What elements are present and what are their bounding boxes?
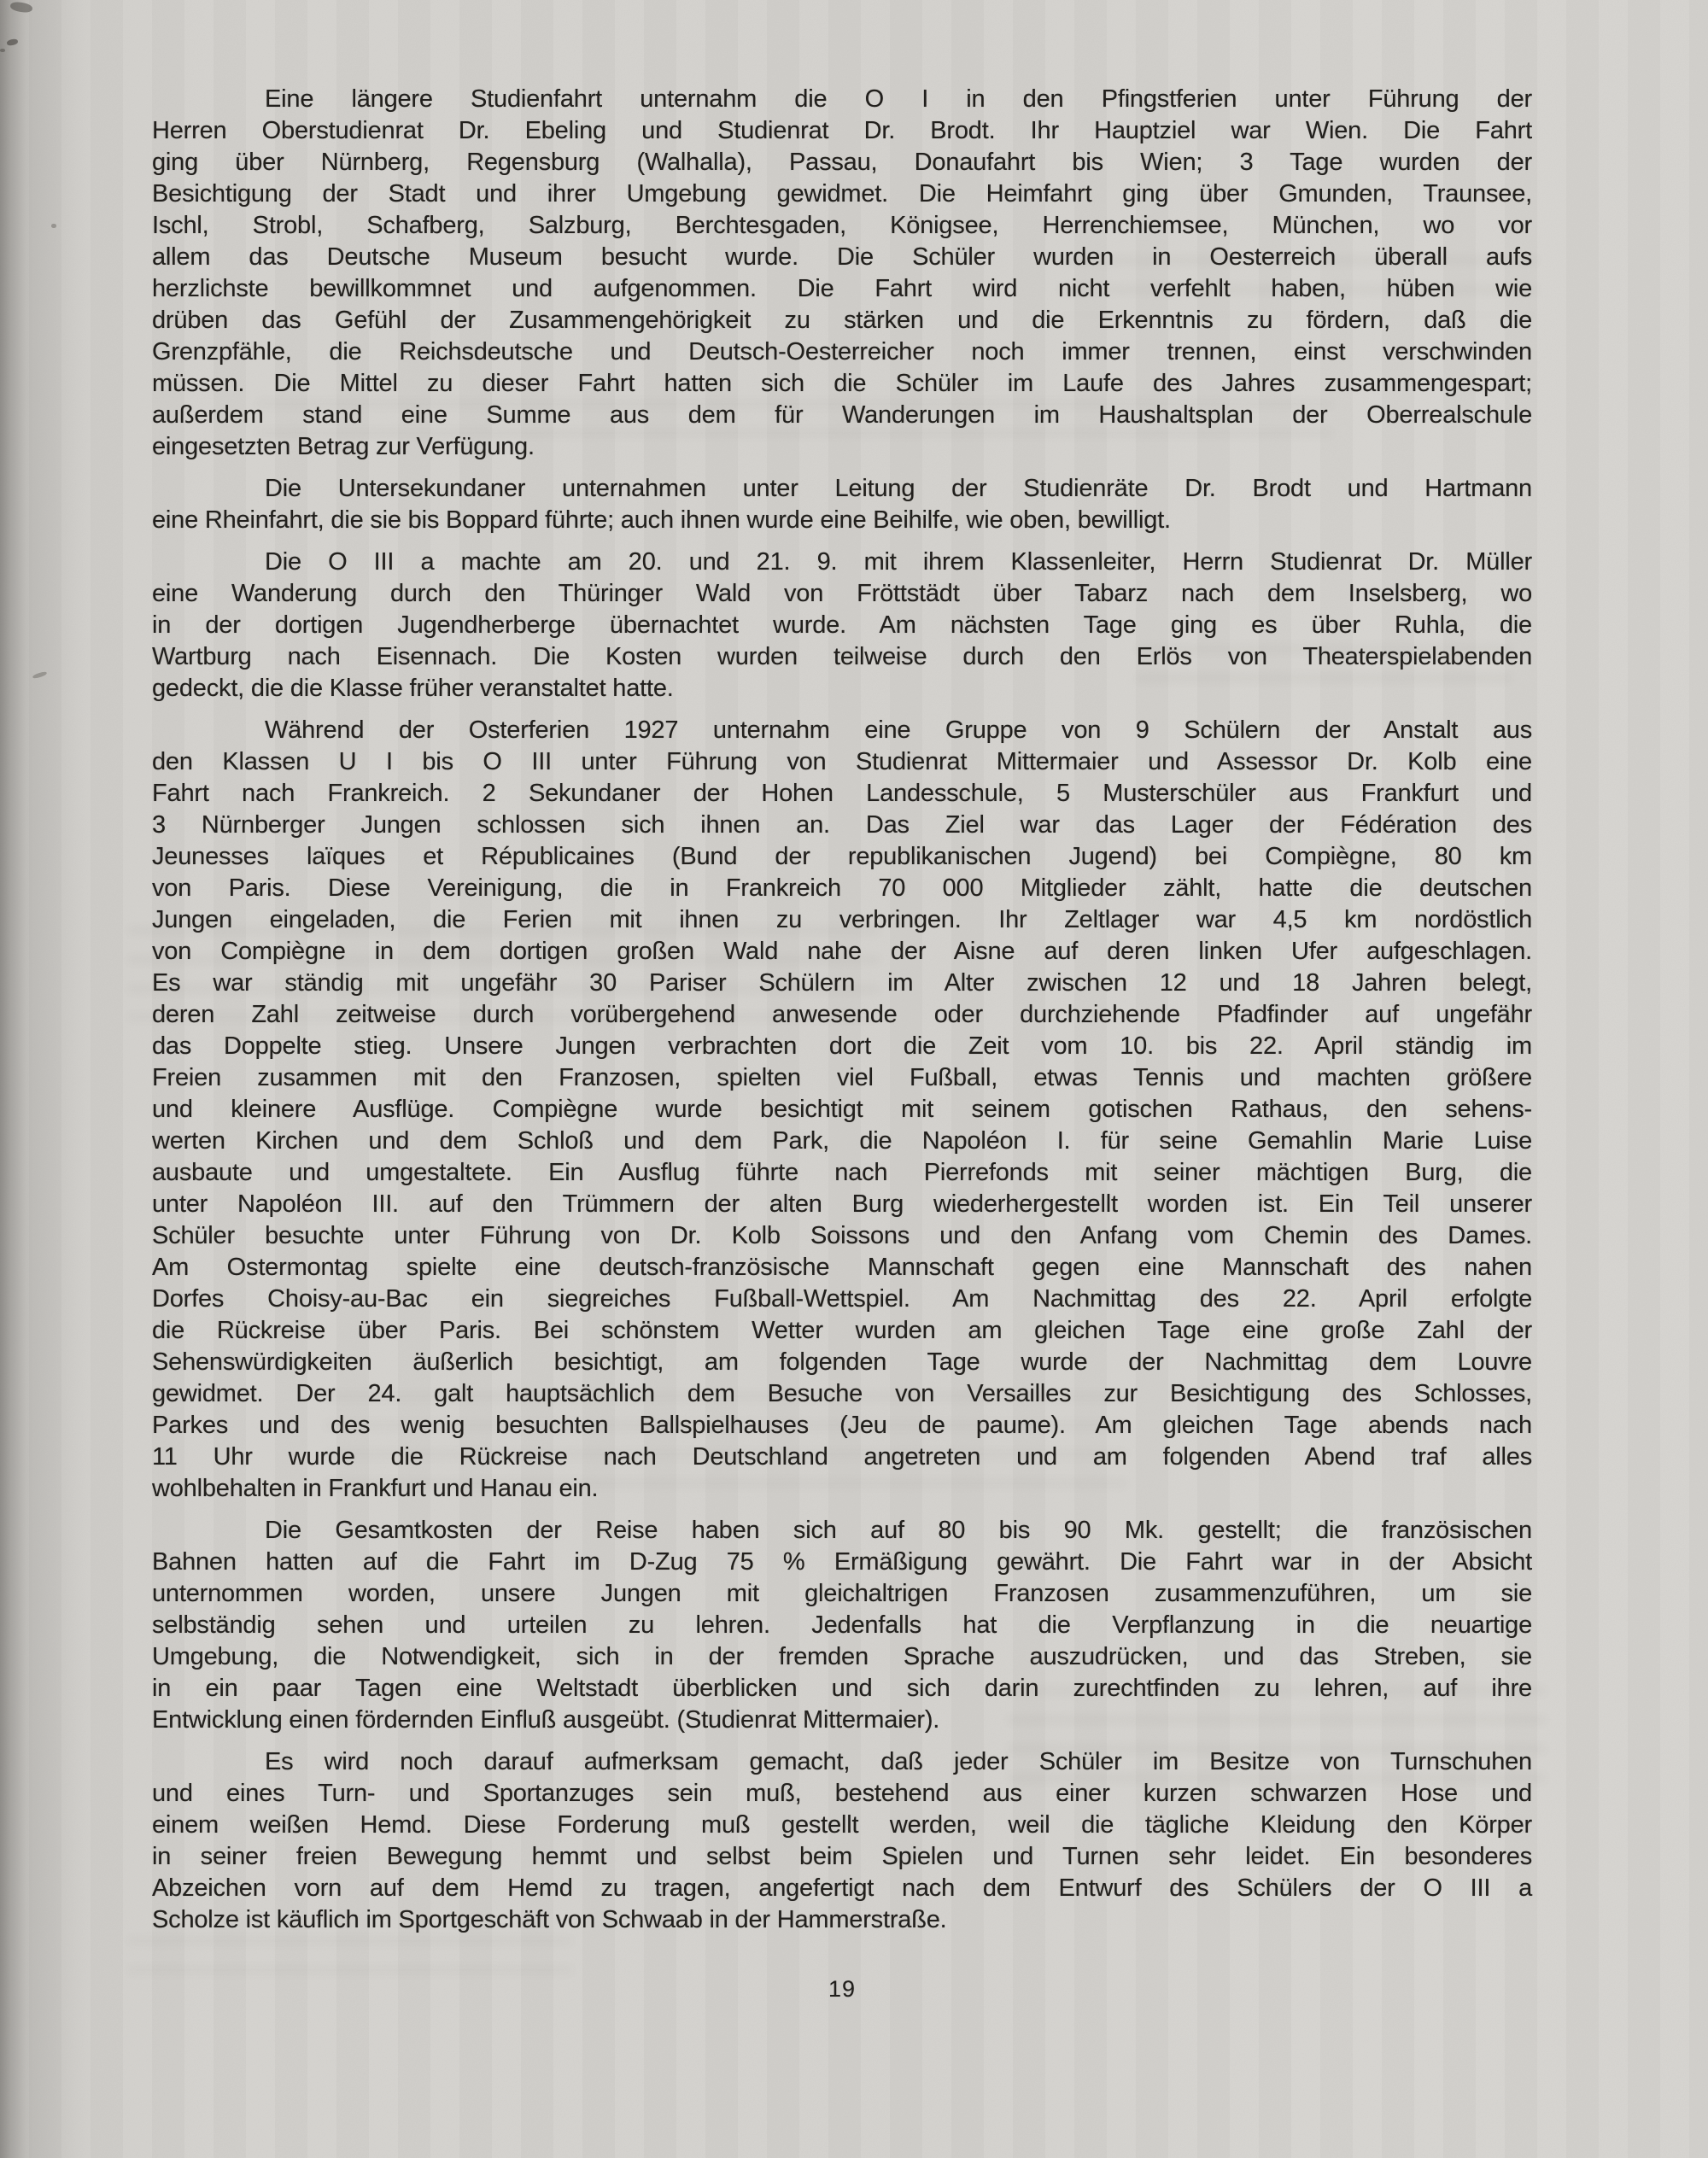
text-line: Die Gesamtkosten der Reise haben sich auf 80 bis 90 Mk. gestellt; die französischen <box>265 1517 1532 1544</box>
text-line: Während der Osterferien 1927 unternahm eine Gruppe von 9 Schülern der Anstalt aus <box>265 716 1532 744</box>
text-line: Jeunesses laïques et Républicaines (Bund der republikanischen Jugend) bei Compiègne, 80 km <box>152 843 1532 870</box>
text-line: 3 Nürnberger Jungen schlossen sich ihnen an. Das Ziel war das Lager der Fédération des <box>152 811 1532 839</box>
text-line: deren Zahl zeitweise durch vorübergehend anwesende oder durchziehende Pfadfinder auf ungefähr <box>152 1001 1532 1028</box>
ink-speck <box>32 670 48 679</box>
page-number: 19 <box>828 1976 857 2002</box>
text-line: Fahrt nach Frankreich. 2 Sekundaner der Hohen Landesschule, 5 Musterschüler aus Frankfurt und <box>152 780 1532 807</box>
text-line: Freien zusammen mit den Franzosen, spielten viel Fußball, etwas Tennis und machten größere <box>152 1064 1532 1091</box>
text-line: den Klassen U I bis O III unter Führung von Studienrat Mittermaier und Assessor Dr. Kolb eine <box>152 748 1532 775</box>
text-block <box>152 84 1532 1946</box>
ink-speck <box>0 49 5 52</box>
text-line: Die O III a machte am 20. und 21. 9. mit ihrem Klassenleiter, Herrn Studienrat Dr. Müller <box>265 548 1532 576</box>
text-line: außerdem stand eine Summe aus dem für Wanderungen im Haushaltsplan der Oberrealschule <box>152 401 1532 429</box>
text-line: Abzeichen vorn auf dem Hemd zu tragen, angefertigt nach dem Entwurf des Schülers der O III a <box>152 1874 1532 1902</box>
text-line: und eines Turn- und Sportanzuges sein muß, bestehend aus einer kurzen schwarzen Hose und <box>152 1780 1532 1807</box>
text-line: gedeckt, die die Klasse früher veranstaltet hatte. <box>152 675 674 702</box>
text-line: ging über Nürnberg, Regensburg (Walhalla), Passau, Donaufahrt bis Wien; 3 Tage wurden der <box>152 149 1532 176</box>
text-line: in seiner freien Bewegung hemmt und selbst beim Spielen und Turnen sehr leidet. Ein besonderes <box>152 1843 1532 1870</box>
text-line: gewidmet. Der 24. galt hauptsächlich dem Besuche von Versailles zur Besichtigung des Schlosses, <box>152 1380 1532 1407</box>
text-line: Es wird noch darauf aufmerksam gemacht, daß jeder Schüler im Besitze von Turnschuhen <box>265 1748 1532 1775</box>
text-line: Jungen eingeladen, die Ferien mit ihnen zu verbringen. Ihr Zeltlager war 4,5 km nordöstlich <box>152 906 1532 933</box>
text-line: unter Napoléon III. auf den Trümmern der alten Burg wiederhergestellt worden ist. Ein Teil unserer <box>152 1190 1532 1218</box>
text-line: Sehenswürdigkeiten äußerlich besichtigt, am folgenden Tage wurde der Nachmittag dem Louvre <box>152 1348 1532 1376</box>
text-line: Bahnen hatten auf die Fahrt im D-Zug 75 % Ermäßigung gewährt. Die Fahrt war in der Absicht <box>152 1548 1532 1576</box>
paragraph <box>152 473 1532 536</box>
text-line: in der dortigen Jugendherberge übernachtet wurde. Am nächsten Tage ging es über Ruhla, die <box>152 611 1532 639</box>
text-line: werten Kirchen und dem Schloß und dem Park, die Napoléon I. für seine Gemahlin Marie Luise <box>152 1127 1532 1155</box>
ink-speck <box>9 1 32 14</box>
text-line: Besichtigung der Stadt und ihrer Umgebung gewidmet. Die Heimfahrt ging über Gmunden, Traunsee, <box>152 180 1532 208</box>
paragraph <box>152 1515 1532 1736</box>
text-line: das Doppelte stieg. Unsere Jungen verbrachten dort die Zeit vom 10. bis 22. April ständig im <box>152 1032 1532 1060</box>
text-line: in ein paar Tagen eine Weltstadt überblicken und sich darin zurechtfinden zu lehren, auf ihre <box>152 1675 1532 1702</box>
text-line: Entwicklung einen fördernden Einfluß ausgeübt. (Studienrat Mittermaier). <box>152 1706 940 1734</box>
paragraph <box>152 1746 1532 1936</box>
text-line: Ischl, Strobl, Schafberg, Salzburg, Berchtesgaden, Königsee, Herrenchiemsee, München, wo vor <box>152 212 1532 239</box>
text-line: Umgebung, die Notwendigkeit, sich in der fremden Sprache auszudrücken, und das Streben, sie <box>152 1643 1532 1670</box>
text-line: herzlichste bewillkommnet und aufgenommen. Die Fahrt wird nicht verfehlt haben, hüben wie <box>152 275 1532 302</box>
text-line: Die Untersekundaner unternahmen unter Leitung der Studienräte Dr. Brodt und Hartmann <box>265 475 1532 502</box>
text-line: von Paris. Diese Vereinigung, die in Frankreich 70 000 Mitglieder zählt, hatte die deutschen <box>152 874 1532 902</box>
text-line: unternommen worden, unsere Jungen mit gleichaltrigen Franzosen zusammenzuführen, um sie <box>152 1580 1532 1607</box>
text-line: eingesetzten Betrag zur Verfügung. <box>152 433 535 460</box>
text-line: die Rückreise über Paris. Bei schönstem Wetter wurden am gleichen Tage eine große Zahl der <box>152 1317 1532 1344</box>
text-line: Scholze ist käuflich im Sportgeschäft von Schwaab in der Hammerstraße. <box>152 1906 947 1933</box>
scan-left-shadow <box>0 0 102 2158</box>
text-line: Es war ständig mit ungefähr 30 Pariser Schülern im Alter zwischen 12 und 18 Jahren belegt, <box>152 969 1532 997</box>
text-line: eine Rheinfahrt, die sie bis Boppard führte; auch ihnen wurde eine Beihilfe, wie oben, bewilligt. <box>152 506 1171 534</box>
text-line: müssen. Die Mittel zu dieser Fahrt hatten sich die Schüler im Laufe des Jahres zusammengespart; <box>152 370 1532 397</box>
text-line: und kleinere Ausflüge. Compiègne wurde besichtigt mit seinem gotischen Rathaus, den sehens- <box>152 1096 1532 1123</box>
text-line: Am Ostermontag spielte eine deutsch-französische Mannschaft gegen eine Mannschaft des nahen <box>152 1254 1532 1281</box>
text-line: Dorfes Choisy-au-Bac ein siegreiches Fußball-Wettspiel. Am Nachmittag des 22. April erfolgte <box>152 1285 1532 1313</box>
text-line: ausbaute und umgestaltete. Ein Ausflug führte nach Pierrefonds mit seiner mächtigen Burg, die <box>152 1159 1532 1186</box>
ink-speck <box>6 38 18 47</box>
text-line: Schüler besuchte unter Führung von Dr. Kolb Soissons und den Anfang vom Chemin des Dames. <box>152 1222 1532 1249</box>
ink-speck <box>51 224 56 228</box>
text-line: einem weißen Hemd. Diese Forderung muß gestellt werden, weil die tägliche Kleidung den Körper <box>152 1811 1532 1839</box>
text-line: von Compiègne in dem dortigen großen Wald nahe der Aisne auf deren linken Ufer aufgeschlagen. <box>152 938 1532 965</box>
text-line: Parkes und des wenig besuchten Ballspielhauses (Jeu de paume). Am gleichen Tage abends nach <box>152 1412 1532 1439</box>
text-line: Herren Oberstudienrat Dr. Ebeling und Studienrat Dr. Brodt. Ihr Hauptziel war Wien. Die Fahrt <box>152 117 1532 144</box>
text-line: drüben das Gefühl der Zusammengehörigkeit zu stärken und die Erkenntnis zu fördern, daß die <box>152 307 1532 334</box>
text-line: 11 Uhr wurde die Rückreise nach Deutschland angetreten und am folgenden Abend traf alles <box>152 1443 1532 1471</box>
text-line: Wartburg nach Eisennach. Die Kosten wurden teilweise durch den Erlös von Theaterspielabenden <box>152 643 1532 670</box>
paragraph <box>152 84 1532 463</box>
paragraph <box>152 715 1532 1505</box>
text-line: Grenzpfähle, die Reichsdeutsche und Deutsch-Oesterreicher noch immer trennen, einst verschwinden <box>152 338 1532 366</box>
text-line: allem das Deutsche Museum besucht wurde. Die Schüler wurden in Oesterreich überall aufs <box>152 243 1532 271</box>
text-line: Eine längere Studienfahrt unternahm die O I in den Pfingstferien unter Führung der <box>265 85 1532 113</box>
paragraph <box>152 547 1532 705</box>
text-line: selbständig sehen und urteilen zu lehren. Jedenfalls hat die Verpflanzung in die neuartige <box>152 1611 1532 1639</box>
text-line: eine Wanderung durch den Thüringer Wald von Fröttstädt über Tabarz nach dem Inselsberg, wo <box>152 580 1532 607</box>
text-line: wohlbehalten in Frankfurt und Hanau ein. <box>152 1475 599 1502</box>
